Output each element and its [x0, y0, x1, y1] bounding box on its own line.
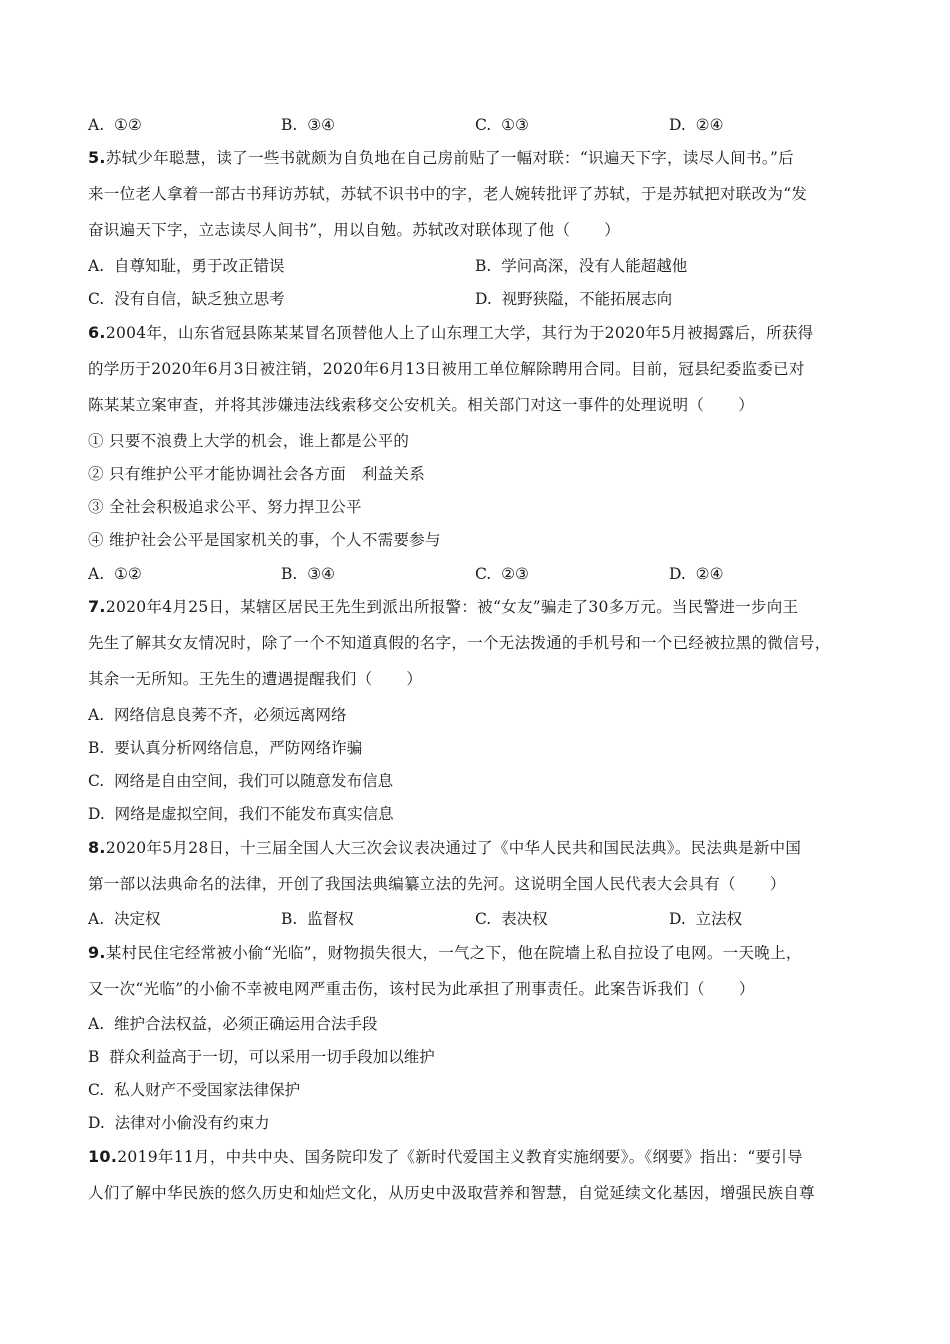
q5-option-b[interactable]: B. 学问高深，没有人能超越他 [475, 257, 688, 275]
q10-number: 10. [88, 1147, 118, 1166]
q8-line-2: 第一部以法典命名的法律，开创了我国法典编纂立法的先河。这说明全国人民代表大会具有（ ） [88, 875, 786, 893]
q7-option-c[interactable]: C. 网络是自由空间，我们可以随意发布信息 [88, 772, 394, 790]
q4-option-c[interactable]: C. ①③ [475, 116, 529, 134]
q10-line-1: 10.2019年11月，中共中央、国务院印发了《新时代爱国主义教育实施纲要》。《纲要》指出：“要引导 [88, 1147, 803, 1166]
q10-line-2: 人们了解中华民族的悠久历史和灿烂文化，从历史中汲取营养和智慧，自觉延续文化基因，增强民族自尊 [88, 1184, 815, 1202]
q6-number: 6. [88, 323, 106, 342]
q9-line-2: 又一次“光临”的小偷不幸被电网严重击伤，该村民为此承担了刑事责任。此案告诉我们（ ） [88, 980, 755, 998]
q6-statement-2: ② 只有维护公平才能协调社会各方面 利益关系 [88, 465, 426, 483]
q6-line-2: 的学历于2020年6月3日被注销，2020年6月13日被用工单位解除聘用合同。目前，冠县纪委监委已对 [88, 360, 805, 378]
q8-line-1: 8.2020年5月28日，十三届全国人大三次会议表决通过了《中华人民共和国民法典》。民法典是新中国 [88, 838, 802, 857]
q5-number: 5. [88, 148, 106, 167]
q7-line-3: 其余一无所知。王先生的遭遇提醒我们（ ） [88, 670, 423, 688]
q6-line-1: 6.2004年，山东省冠县陈某某冒名顶替他人上了山东理工大学，其行为于2020年5月被揭露后，所获得 [88, 323, 814, 342]
q7-line-2: 先生了解其女友情况时，除了一个不知道真假的名字，一个无法拨通的手机号和一个已经被拉黑的微信号， [88, 634, 831, 652]
q8-option-a[interactable]: A. 决定权 [88, 910, 161, 928]
q6-option-d[interactable]: D. ②④ [669, 565, 724, 583]
q4-option-b[interactable]: B. ③④ [281, 116, 335, 134]
q9-number: 9. [88, 943, 106, 962]
q6-statement-1: ① 只要不浪费上大学的机会，谁上都是公平的 [88, 432, 410, 450]
q7-option-a[interactable]: A. 网络信息良莠不齐，必须远离网络 [88, 706, 347, 724]
q8-number: 8. [88, 838, 106, 857]
q7-option-b[interactable]: B. 要认真分析网络信息，严防网络诈骗 [88, 739, 363, 757]
q7-line-1: 7.2020年4月25日，某辖区居民王先生到派出所报警：被“女友”骗走了30多万元。当民警进一步向王 [88, 597, 799, 616]
q4-option-a[interactable]: A. ①② [88, 116, 142, 134]
q6-statement-3: ③ 全社会积极追求公平、努力捍卫公平 [88, 498, 362, 516]
q5-line-1: 5.苏轼少年聪慧，读了一些书就颇为自负地在自己房前贴了一幅对联：“识遍天下字，读尽人间书。”后 [88, 148, 794, 167]
q7-number: 7. [88, 597, 106, 616]
q5-line-3: 奋识遍天下字，立志读尽人间书”，用以自勉。苏轼改对联体现了他（ ） [88, 221, 621, 239]
q5-line-2: 来一位老人拿着一部古书拜访苏轼，苏轼不识书中的字，老人婉转批评了苏轼，于是苏轼把对联改为“发 [88, 185, 808, 203]
q8-option-d[interactable]: D. 立法权 [669, 910, 743, 928]
q6-option-b[interactable]: B. ③④ [281, 565, 335, 583]
q8-option-c[interactable]: C. 表决权 [475, 910, 548, 928]
q6-line-3: 陈某某立案审查，并将其涉嫌违法线索移交公安机关。相关部门对这一事件的处理说明（ ） [88, 396, 755, 414]
q6-statement-4: ④ 维护社会公平是国家机关的事，个人不需要参与 [88, 531, 441, 549]
q9-option-a[interactable]: A. 维护合法权益，必须正确运用合法手段 [88, 1015, 378, 1033]
q9-line-1: 9.某村民住宅经常被小偷“光临”，财物损失很大，一气之下，他在院墙上私自拉设了电网。一天晚上， [88, 943, 802, 962]
q9-option-c[interactable]: C. 私人财产不受国家法律保护 [88, 1081, 301, 1099]
q7-option-d[interactable]: D. 网络是虚拟空间，我们不能发布真实信息 [88, 805, 394, 823]
q5-option-c[interactable]: C. 没有自信，缺乏独立思考 [88, 290, 285, 308]
q6-option-a[interactable]: A. ①② [88, 565, 142, 583]
q8-option-b[interactable]: B. 监督权 [281, 910, 354, 928]
q4-option-d[interactable]: D. ②④ [669, 116, 724, 134]
q5-option-d[interactable]: D. 视野狭隘，不能拓展志向 [475, 290, 673, 308]
q9-option-b[interactable]: B 群众利益高于一切，可以采用一切手段加以维护 [88, 1048, 435, 1066]
q5-option-a[interactable]: A. 自尊知耻，勇于改正错误 [88, 257, 285, 275]
q9-option-d[interactable]: D. 法律对小偷没有约束力 [88, 1114, 270, 1132]
q6-option-c[interactable]: C. ②③ [475, 565, 529, 583]
